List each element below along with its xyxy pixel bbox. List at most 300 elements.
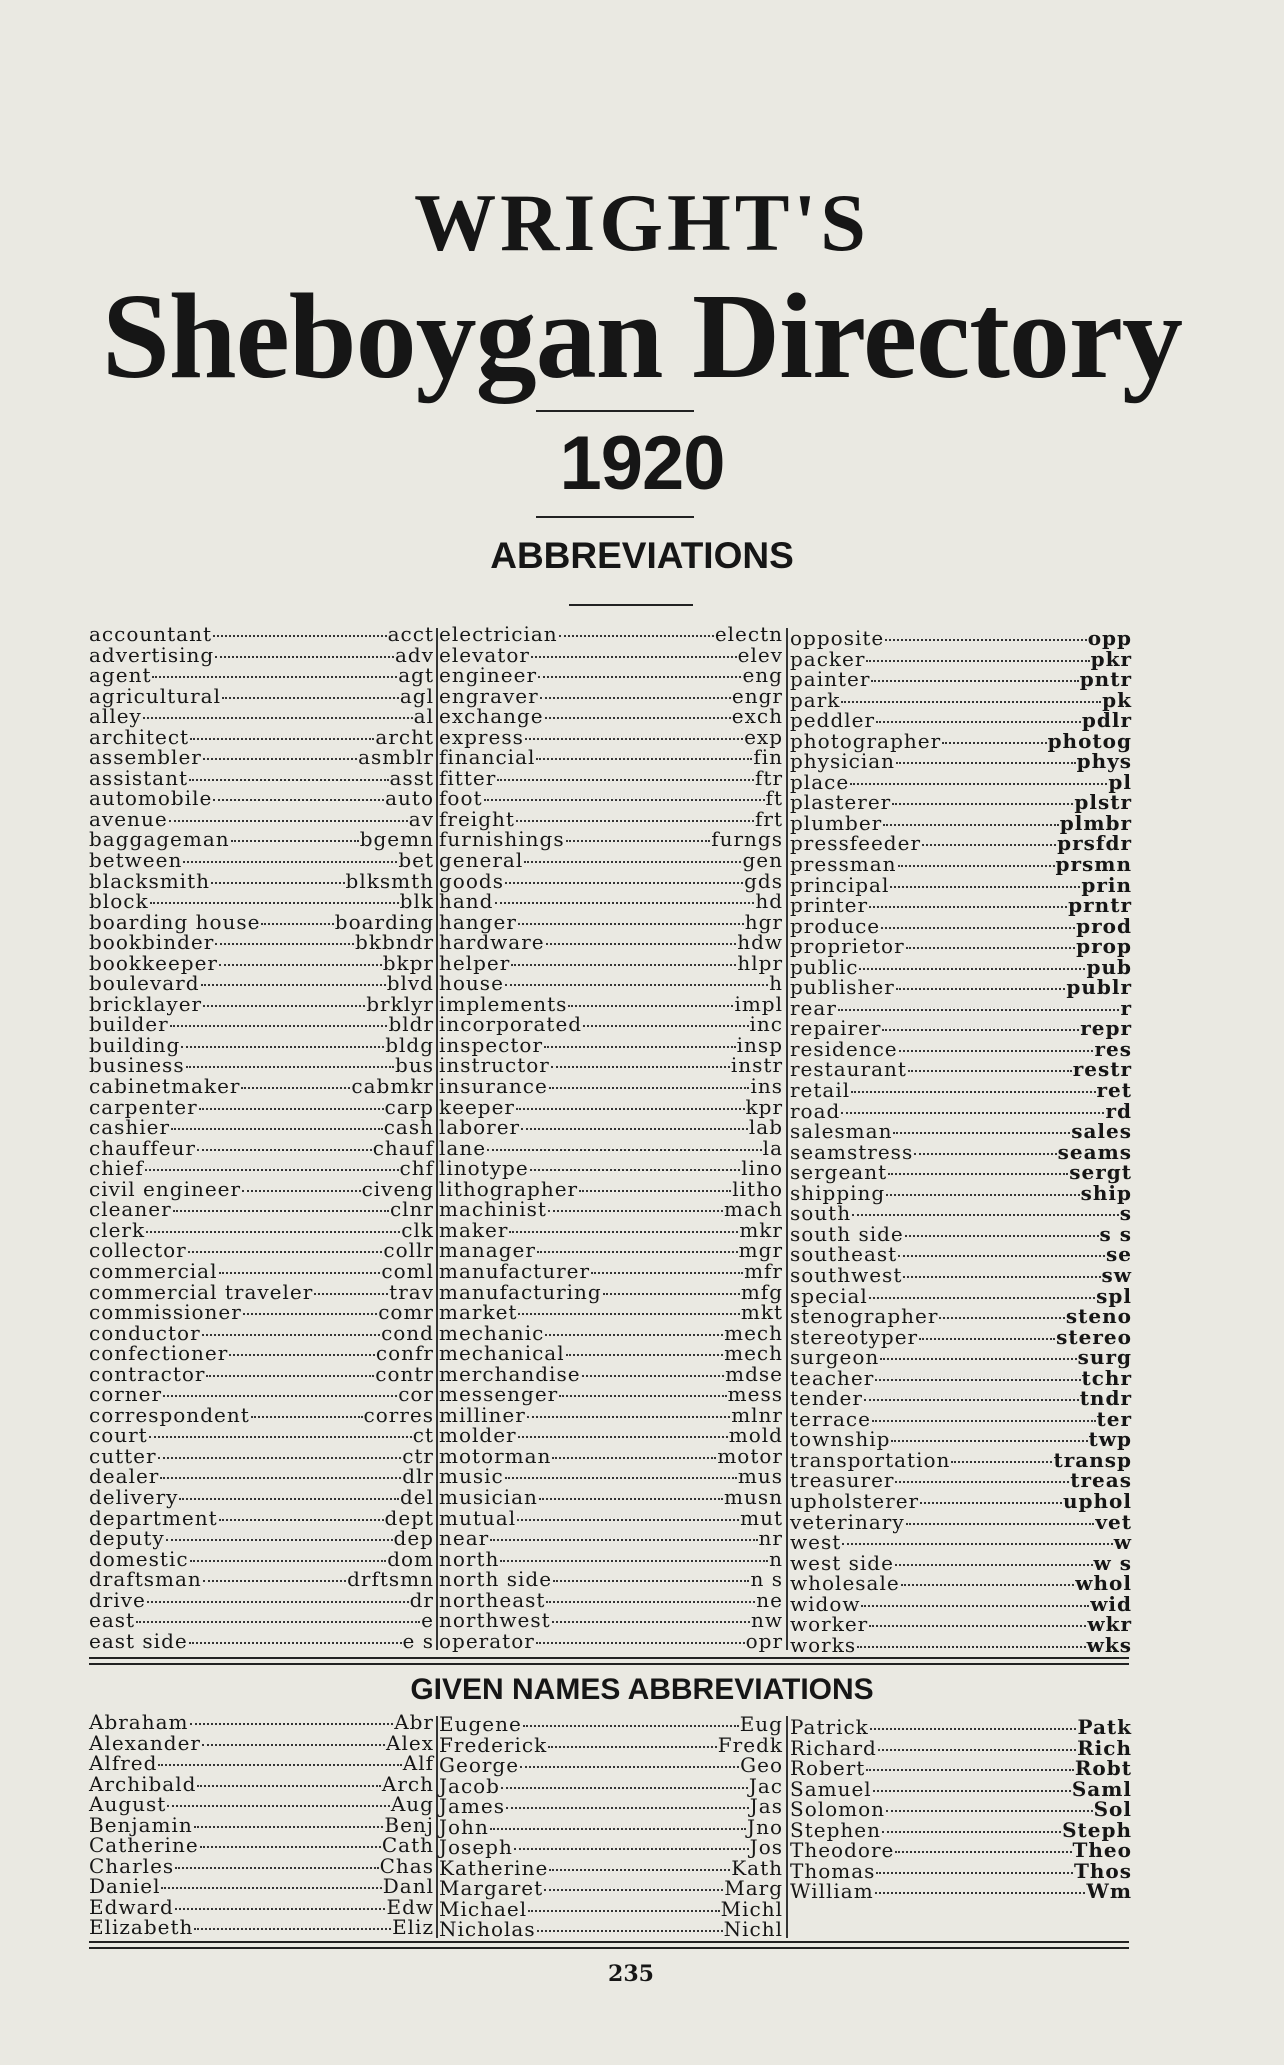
given-name-entry bbox=[89, 1853, 434, 1878]
entry-abbreviation: furngs bbox=[711, 827, 783, 852]
entry-abbreviation: spl bbox=[1096, 1283, 1132, 1308]
abbreviation-entry bbox=[89, 1425, 434, 1446]
entry-abbreviation: mold bbox=[728, 1423, 783, 1448]
entry-term: lithographer bbox=[439, 1176, 579, 1201]
entry-term: commissioner bbox=[89, 1300, 242, 1325]
dot-leader bbox=[880, 1358, 1076, 1360]
abbreviation-entry bbox=[439, 1158, 783, 1179]
dot-leader bbox=[914, 1153, 1056, 1155]
entry-abbreviation: Kath bbox=[731, 1855, 783, 1880]
entry-abbreviation: bkpr bbox=[382, 950, 434, 975]
entry-abbreviation: Jno bbox=[747, 1814, 783, 1839]
entry-term: tender bbox=[790, 1386, 863, 1411]
dot-leader bbox=[920, 1502, 1062, 1504]
dot-leader bbox=[190, 738, 374, 740]
dot-leader bbox=[194, 1826, 384, 1828]
entry-term: baggageman bbox=[89, 827, 230, 852]
entry-term: helper bbox=[439, 950, 511, 975]
entry-abbreviation: cabmkr bbox=[351, 1074, 434, 1099]
entry-term: mechanic bbox=[439, 1320, 545, 1345]
entry-abbreviation: blk bbox=[399, 889, 434, 914]
dot-leader bbox=[511, 964, 736, 966]
entry-abbreviation: kpr bbox=[745, 1094, 783, 1119]
entry-term: Benjamin bbox=[89, 1812, 193, 1837]
dot-leader bbox=[206, 1375, 374, 1377]
entry-term: widow bbox=[790, 1591, 861, 1616]
abbreviation-entry bbox=[89, 1628, 434, 1653]
entry-abbreviation: pub bbox=[1086, 954, 1132, 979]
entry-abbreviation: Theo bbox=[1072, 1838, 1132, 1863]
entry-term: alley bbox=[89, 704, 142, 729]
entry-term: messenger bbox=[439, 1382, 559, 1407]
page-number: 235 bbox=[608, 1961, 654, 1987]
dot-leader bbox=[892, 803, 1073, 805]
dot-leader bbox=[552, 1621, 750, 1623]
entry-term: works bbox=[790, 1632, 857, 1657]
abbreviation-entry bbox=[439, 891, 783, 912]
entry-abbreviation: se bbox=[1106, 1242, 1132, 1267]
dot-leader bbox=[873, 1790, 1071, 1792]
abbreviation-entry bbox=[89, 642, 434, 667]
entry-abbreviation: eng bbox=[742, 663, 783, 688]
entry-term: George bbox=[439, 1753, 520, 1778]
entry-abbreviation: restr bbox=[1072, 1057, 1132, 1082]
dot-leader bbox=[189, 779, 389, 781]
dot-leader bbox=[213, 799, 384, 801]
entry-abbreviation: pk bbox=[1102, 687, 1132, 712]
dot-leader bbox=[516, 1108, 745, 1110]
entry-term: linotype bbox=[439, 1156, 529, 1181]
dot-leader bbox=[186, 1066, 394, 1068]
dot-leader bbox=[896, 988, 1066, 990]
entry-abbreviation: mach bbox=[724, 1197, 783, 1222]
entry-abbreviation: boarding bbox=[334, 909, 434, 934]
abbreviation-entry bbox=[439, 788, 783, 809]
entry-abbreviation: ter bbox=[1096, 1406, 1132, 1431]
dot-leader bbox=[203, 758, 357, 760]
dot-leader bbox=[188, 1251, 383, 1253]
dot-leader bbox=[203, 1005, 365, 1007]
entry-term: general bbox=[439, 848, 524, 873]
dot-leader bbox=[219, 964, 382, 966]
entry-abbreviation: mut bbox=[740, 1505, 783, 1530]
abbreviation-entry bbox=[439, 1279, 783, 1304]
entry-abbreviation: asmblr bbox=[358, 745, 434, 770]
dot-leader bbox=[888, 1173, 1068, 1175]
entry-abbreviation: blksmth bbox=[345, 868, 434, 893]
abbreviation-entry bbox=[89, 1240, 434, 1261]
entry-term: motorman bbox=[439, 1443, 552, 1468]
entry-term: Edward bbox=[89, 1894, 174, 1919]
dot-leader bbox=[170, 1025, 388, 1027]
dot-leader bbox=[886, 1810, 1093, 1812]
entry-term: teacher bbox=[790, 1365, 875, 1390]
entry-abbreviation: mfr bbox=[744, 1258, 783, 1283]
entry-term: Theodore bbox=[790, 1838, 895, 1863]
entry-abbreviation: mech bbox=[724, 1320, 783, 1345]
entry-term: correspondent bbox=[89, 1402, 250, 1427]
abbreviation-entry bbox=[790, 1059, 1132, 1080]
entry-abbreviation: bgemn bbox=[359, 827, 434, 852]
entry-abbreviation: mgr bbox=[738, 1238, 783, 1263]
entry-term: engraver bbox=[439, 683, 539, 708]
entry-term: shipping bbox=[790, 1180, 886, 1205]
entry-abbreviation: mdse bbox=[725, 1361, 783, 1386]
abbreviation-entry bbox=[790, 1262, 1132, 1287]
entry-term: James bbox=[439, 1794, 506, 1819]
dot-leader bbox=[136, 1621, 420, 1623]
entry-term: house bbox=[439, 971, 504, 996]
entry-abbreviation: opp bbox=[1087, 626, 1132, 650]
entry-abbreviation: twp bbox=[1088, 1427, 1132, 1452]
abbreviation-entry bbox=[89, 909, 434, 934]
entry-term: special bbox=[790, 1283, 868, 1308]
entry-term: August bbox=[89, 1792, 167, 1817]
dot-leader bbox=[544, 1046, 736, 1048]
dot-leader bbox=[241, 1087, 350, 1089]
entry-term: township bbox=[790, 1427, 891, 1452]
entry-term: Daniel bbox=[89, 1874, 161, 1899]
entry-abbreviation: wks bbox=[1086, 1632, 1132, 1657]
given-name-entry bbox=[89, 1712, 434, 1733]
entry-term: corner bbox=[89, 1382, 163, 1407]
dot-leader bbox=[152, 676, 397, 678]
abbreviation-entry bbox=[89, 991, 434, 1016]
abbreviation-entry bbox=[790, 995, 1132, 1020]
dot-leader bbox=[158, 1457, 402, 1459]
dot-leader bbox=[202, 1744, 385, 1746]
abbreviation-entry bbox=[89, 806, 434, 831]
entry-abbreviation: Jac bbox=[748, 1773, 783, 1798]
dot-leader bbox=[882, 1831, 1061, 1833]
entry-abbreviation: photog bbox=[1047, 728, 1132, 753]
publisher-heading: WRIGHT'S bbox=[414, 177, 870, 268]
entry-term: plumber bbox=[790, 810, 883, 835]
entry-abbreviation: lab bbox=[748, 1115, 783, 1140]
entry-abbreviation: blvd bbox=[386, 971, 434, 996]
abbreviation-entry bbox=[439, 1320, 783, 1345]
entry-term: between bbox=[89, 848, 183, 873]
entry-abbreviation: Nichl bbox=[723, 1917, 783, 1942]
abbreviation-entry bbox=[790, 1532, 1132, 1553]
entry-term: Robert bbox=[790, 1756, 866, 1781]
entry-term: packer bbox=[790, 646, 866, 671]
abbreviations-column-3 bbox=[790, 628, 1132, 1655]
dot-leader bbox=[885, 639, 1086, 641]
entry-term: Charles bbox=[89, 1853, 175, 1878]
entry-term: cutter bbox=[89, 1443, 157, 1468]
dot-leader bbox=[523, 1725, 739, 1727]
abbreviation-entry bbox=[89, 1258, 434, 1283]
abbreviation-entry bbox=[89, 1484, 434, 1509]
dot-leader bbox=[886, 1194, 1079, 1196]
dot-leader bbox=[566, 1354, 724, 1356]
entry-term: engineer bbox=[439, 663, 538, 688]
entry-term: clerk bbox=[89, 1217, 146, 1242]
abbreviation-entry bbox=[439, 1425, 783, 1446]
given-name-entry bbox=[439, 1755, 783, 1776]
entry-abbreviation: Chas bbox=[379, 1853, 434, 1878]
entry-term: molder bbox=[439, 1423, 517, 1448]
entry-abbreviation: exch bbox=[731, 704, 783, 729]
entry-term: builder bbox=[89, 1012, 169, 1037]
dot-leader bbox=[582, 1375, 725, 1377]
dot-leader bbox=[893, 1132, 1070, 1134]
dot-leader bbox=[871, 680, 1078, 682]
entry-abbreviation: hdw bbox=[737, 930, 783, 955]
entry-term: stenographer bbox=[790, 1304, 939, 1329]
entry-abbreviation: engr bbox=[731, 683, 783, 708]
entry-term: drive bbox=[89, 1587, 146, 1612]
dot-leader bbox=[527, 1416, 730, 1418]
dot-leader bbox=[497, 779, 754, 781]
entry-abbreviation: whol bbox=[1075, 1571, 1132, 1596]
entry-term: Solomon bbox=[790, 1797, 886, 1822]
abbreviation-entry bbox=[89, 1302, 434, 1323]
given-names-column-2 bbox=[439, 1714, 783, 1940]
dot-leader bbox=[487, 1149, 762, 1151]
abbreviation-entry bbox=[439, 973, 783, 994]
dot-leader bbox=[537, 1251, 738, 1253]
entry-abbreviation: ret bbox=[1096, 1078, 1132, 1103]
entry-term: upholsterer bbox=[790, 1488, 920, 1513]
entry-abbreviation: vet bbox=[1095, 1509, 1132, 1534]
entry-abbreviation: adv bbox=[394, 642, 434, 667]
entry-abbreviation: ins bbox=[750, 1074, 783, 1099]
dot-leader bbox=[197, 1785, 380, 1787]
entry-term: repairer bbox=[790, 1016, 882, 1041]
entry-term: peddler bbox=[790, 708, 876, 733]
entry-term: Alfred bbox=[89, 1751, 158, 1776]
entry-abbreviation: insp bbox=[736, 1032, 783, 1057]
entry-term: hand bbox=[439, 889, 494, 914]
entry-abbreviation: prin bbox=[1081, 872, 1132, 897]
entry-abbreviation: bldg bbox=[385, 1032, 434, 1057]
dot-leader bbox=[201, 984, 386, 986]
abbreviation-entry bbox=[790, 1632, 1132, 1657]
entry-abbreviation: contr bbox=[375, 1361, 434, 1386]
abbreviation-entry bbox=[439, 1032, 783, 1057]
abbreviation-entry bbox=[439, 1176, 783, 1201]
entry-term: public bbox=[790, 954, 859, 979]
abbreviation-entry bbox=[439, 1402, 783, 1427]
dot-leader bbox=[147, 1601, 409, 1603]
entry-abbreviation: hgr bbox=[744, 909, 783, 934]
entry-term: south bbox=[790, 1201, 852, 1226]
abbreviation-entry bbox=[89, 1094, 434, 1119]
dot-leader bbox=[898, 1255, 1105, 1257]
abbreviation-entry bbox=[89, 950, 434, 975]
abbreviation-entry bbox=[89, 747, 434, 768]
abbreviations-column-1 bbox=[89, 624, 434, 1651]
abbreviation-entry bbox=[439, 1343, 783, 1364]
entry-abbreviation: bkbndr bbox=[355, 930, 434, 955]
dot-leader bbox=[841, 701, 1101, 703]
dot-leader bbox=[895, 1851, 1071, 1853]
dot-leader bbox=[870, 1728, 1077, 1730]
abbreviation-entry bbox=[790, 710, 1132, 731]
entry-term: assistant bbox=[89, 765, 188, 790]
entry-abbreviation: bus bbox=[395, 1053, 434, 1078]
entry-abbreviation: bet bbox=[398, 848, 434, 873]
dot-leader bbox=[219, 1272, 381, 1274]
given-name-entry bbox=[439, 1714, 783, 1735]
dot-leader bbox=[203, 1580, 346, 1582]
dot-leader bbox=[876, 721, 1081, 723]
abbreviation-entry bbox=[89, 1076, 434, 1097]
dot-leader bbox=[939, 1317, 1064, 1319]
abbreviation-entry bbox=[790, 1614, 1132, 1635]
entry-term: veterinary bbox=[790, 1509, 905, 1534]
entry-abbreviation: inc bbox=[749, 1012, 783, 1037]
entry-term: plasterer bbox=[790, 790, 892, 815]
abbreviation-entry bbox=[89, 1032, 434, 1057]
abbreviation-entry bbox=[439, 1240, 783, 1261]
entry-term: residence bbox=[790, 1036, 898, 1061]
abbreviation-entry bbox=[790, 1447, 1132, 1472]
entry-term: conductor bbox=[89, 1320, 201, 1345]
entry-abbreviation: ftr bbox=[755, 765, 783, 790]
entry-abbreviation: w s bbox=[1093, 1550, 1132, 1575]
entry-abbreviation: impl bbox=[734, 991, 783, 1016]
entry-abbreviation: Benj bbox=[384, 1812, 434, 1837]
entry-term: proprietor bbox=[790, 934, 905, 959]
entry-term: Michael bbox=[439, 1896, 528, 1921]
dot-leader bbox=[603, 1293, 740, 1295]
section-rule bbox=[569, 604, 693, 606]
abbreviation-entry bbox=[790, 1406, 1132, 1431]
entry-abbreviation: ft bbox=[765, 786, 783, 811]
abbreviation-entry bbox=[89, 868, 434, 893]
entry-term: produce bbox=[790, 913, 881, 938]
dot-leader bbox=[883, 824, 1058, 826]
entry-term: exchange bbox=[439, 704, 544, 729]
given-name-entry bbox=[89, 1894, 434, 1919]
dot-leader bbox=[501, 1787, 748, 1789]
abbreviation-entry bbox=[790, 1139, 1132, 1164]
dot-leader bbox=[231, 840, 359, 842]
abbreviation-entry bbox=[89, 1320, 434, 1345]
dot-leader bbox=[484, 799, 765, 801]
entry-term: rear bbox=[790, 995, 837, 1020]
dot-leader bbox=[143, 717, 413, 719]
dot-leader bbox=[509, 1231, 738, 1233]
abbreviation-entry bbox=[790, 1365, 1132, 1390]
entry-abbreviation: res bbox=[1094, 1036, 1132, 1061]
entry-term: mutual bbox=[439, 1505, 517, 1530]
entry-term: salesman bbox=[790, 1119, 893, 1144]
entry-term: pressfeeder bbox=[790, 831, 921, 856]
dot-leader bbox=[896, 762, 1076, 764]
entry-term: Alexander bbox=[89, 1730, 201, 1755]
entry-term: stereotyper bbox=[790, 1324, 919, 1349]
dot-leader bbox=[528, 1910, 720, 1912]
entry-term: Catherine bbox=[89, 1833, 199, 1858]
dot-leader bbox=[490, 1539, 757, 1541]
entry-term: road bbox=[790, 1098, 841, 1123]
entry-term: south side bbox=[790, 1221, 904, 1246]
dot-leader bbox=[171, 1128, 383, 1130]
given-names-column-3 bbox=[790, 1717, 1132, 1902]
entry-term: foot bbox=[439, 786, 483, 811]
entry-abbreviation: opr bbox=[745, 1628, 783, 1653]
abbreviation-entry bbox=[439, 1258, 783, 1283]
given-name-entry bbox=[439, 1732, 783, 1757]
entry-abbreviation: uphol bbox=[1062, 1488, 1132, 1513]
entry-abbreviation: carp bbox=[384, 1094, 434, 1119]
entry-term: deputy bbox=[89, 1526, 165, 1551]
entry-abbreviation: Aug bbox=[390, 1792, 434, 1817]
entry-term: freight bbox=[439, 806, 515, 831]
dot-leader bbox=[500, 1560, 768, 1562]
entry-abbreviation: Thos bbox=[1073, 1858, 1132, 1883]
column-divider bbox=[436, 628, 438, 1650]
abbreviation-entry bbox=[790, 936, 1132, 957]
column-divider bbox=[786, 1716, 788, 1938]
abbreviation-entry bbox=[790, 854, 1132, 875]
dot-leader bbox=[869, 906, 1067, 908]
entry-term: Archibald bbox=[89, 1771, 197, 1796]
entry-term: musician bbox=[439, 1484, 538, 1509]
dot-leader bbox=[215, 943, 354, 945]
entry-abbreviation: asst bbox=[389, 765, 434, 790]
dot-leader bbox=[514, 1848, 749, 1850]
entry-abbreviation: chf bbox=[399, 1156, 434, 1181]
entry-abbreviation: cash bbox=[383, 1115, 434, 1140]
entry-abbreviation: electn bbox=[714, 622, 783, 646]
entry-abbreviation: s s bbox=[1099, 1221, 1132, 1246]
entry-term: Stephen bbox=[790, 1817, 881, 1842]
dot-leader bbox=[175, 1908, 386, 1910]
dot-leader bbox=[495, 902, 755, 904]
abbreviation-entry bbox=[790, 1429, 1132, 1450]
given-name-entry bbox=[790, 1799, 1132, 1820]
entry-term: Samuel bbox=[790, 1776, 872, 1801]
given-name-entry bbox=[439, 1837, 783, 1858]
dot-leader bbox=[898, 865, 1055, 867]
entry-abbreviation: dep bbox=[393, 1526, 434, 1551]
dot-leader bbox=[905, 1235, 1099, 1237]
abbreviation-entry bbox=[89, 1343, 434, 1364]
entry-abbreviation: gen bbox=[742, 848, 783, 873]
dot-leader bbox=[163, 1395, 397, 1397]
dot-leader bbox=[548, 1746, 717, 1748]
abbreviation-entry bbox=[790, 669, 1132, 690]
entry-term: transportation bbox=[790, 1447, 951, 1472]
abbreviation-entry bbox=[790, 872, 1132, 897]
dot-leader bbox=[189, 1642, 402, 1644]
entry-term: Abraham bbox=[89, 1710, 189, 1734]
abbreviation-entry bbox=[439, 991, 783, 1016]
abbreviation-entry bbox=[790, 646, 1132, 671]
dot-leader bbox=[908, 1070, 1072, 1072]
entry-abbreviation: chauf bbox=[372, 1135, 434, 1160]
dot-leader bbox=[190, 1723, 394, 1725]
entry-abbreviation: w bbox=[1113, 1530, 1132, 1555]
entry-term: merchandise bbox=[439, 1361, 581, 1386]
dot-leader bbox=[579, 1190, 731, 1192]
abbreviation-entry bbox=[439, 1055, 783, 1076]
entry-abbreviation: ne bbox=[756, 1587, 783, 1612]
abbreviation-entry bbox=[89, 891, 434, 912]
given-name-entry bbox=[89, 1835, 434, 1856]
entry-term: music bbox=[439, 1464, 504, 1489]
abbreviation-entry bbox=[439, 1217, 783, 1242]
entry-term: cabinetmaker bbox=[89, 1074, 241, 1099]
dot-leader bbox=[525, 738, 743, 740]
abbreviation-entry bbox=[790, 1306, 1132, 1327]
abbreviation-entry bbox=[790, 792, 1132, 813]
